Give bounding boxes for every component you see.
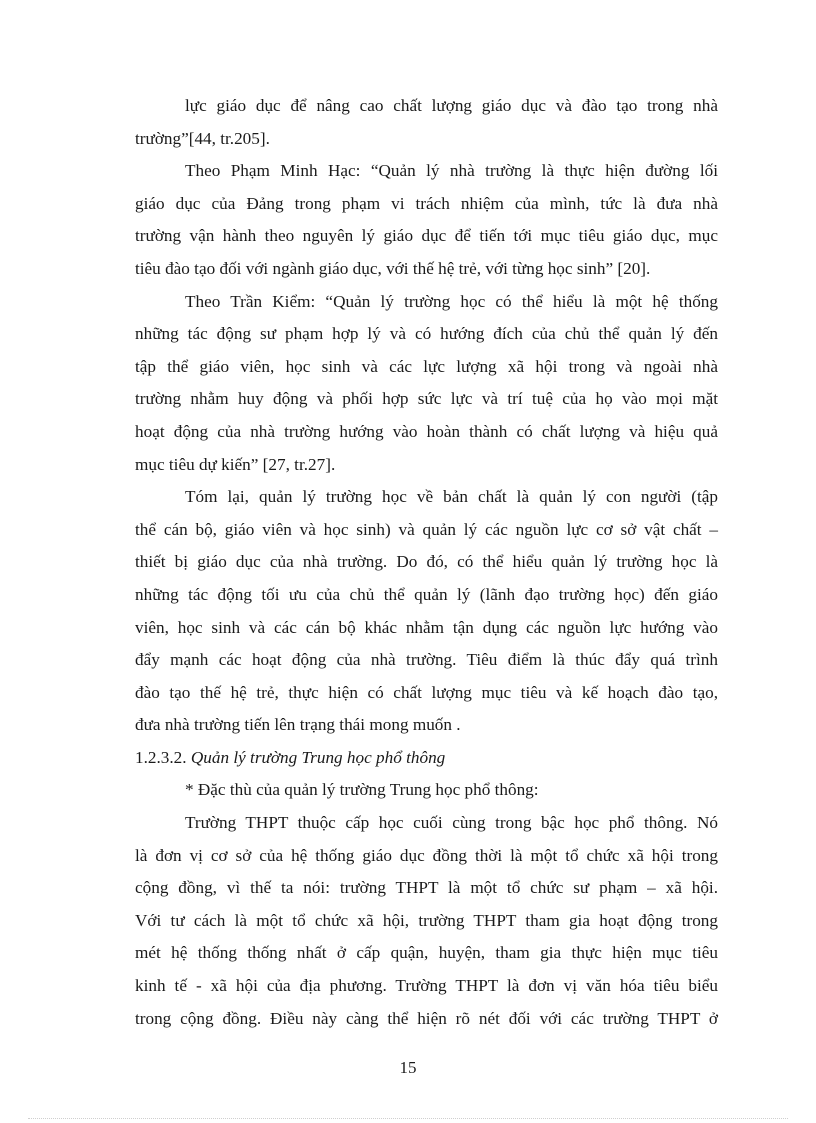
text-line: đưa nhà trường tiến lên trạng thái mong muốn . xyxy=(135,715,461,735)
text-line: trường nhằm huy động và phối hợp sức lực và trí tuệ của họ vào mọi mặt xyxy=(135,389,718,409)
paragraph-tran-kiem xyxy=(135,286,718,482)
text-line: những tác động sư phạm hợp lý và có hướng đích của chủ thể quản lý đến xyxy=(135,324,718,344)
paragraph-summary xyxy=(135,481,718,742)
paragraph-continuation xyxy=(135,90,718,155)
text-line: đào tạo thế hệ trẻ, thực hiện có chất lượng mục tiêu và kế hoạch đào tạo, xyxy=(135,682,718,702)
text-line: là đơn vị cơ sở của hệ thống giáo dục đồng thời là một tổ chức xã hội trong xyxy=(135,845,718,865)
text-line: trường”[44, tr.205]. xyxy=(135,128,270,148)
text-line: thiết bị giáo dục của nhà trường. Do đó, có thể hiểu quản lý trường học là xyxy=(135,552,718,572)
text-line: trường vận hành theo nguyên lý giáo dục để tiến tới mục tiêu giáo dục, mục xyxy=(135,226,718,246)
section-title: Quản lý trường Trung học phổ thông xyxy=(190,747,446,767)
page-divider xyxy=(28,1118,788,1119)
text-line: tiêu đào tạo đối với ngành giáo dục, với thế hệ trẻ, với từng học sinh” [20]. xyxy=(135,258,651,278)
text-line: lực giáo dục để nâng cao chất lượng giáo dục và đào tạo trong nhà xyxy=(185,96,718,115)
body-text xyxy=(135,90,718,1035)
text-line: mét hệ thống thống nhất ở cấp quận, huyện, tham gia thực hiện mục tiêu xyxy=(135,943,718,963)
text-line: những tác động tối ưu của chủ thể quản lý (lãnh đạo trường học) đến giáo xyxy=(135,584,718,604)
text-line: mục tiêu dự kiến” [27, tr.27]. xyxy=(135,454,336,474)
text-line: đẩy mạnh các hoạt động của nhà trường. Tiêu điểm là thúc đẩy quá trình xyxy=(135,650,718,670)
text-line: Theo Phạm Minh Hạc: “Quản lý nhà trường là thực hiện đường lối xyxy=(185,161,718,181)
text-line: viên, học sinh và các cán bộ khác nhằm tận dụng các nguồn lực hướng vào xyxy=(135,617,718,637)
text-line: Với tư cách là một tổ chức xã hội, trường THPT tham gia hoạt động trong xyxy=(135,910,718,930)
page-number: 15 xyxy=(399,1058,417,1077)
text-line: Trường THPT thuộc cấp học cuối cùng trong bậc học phổ thông. Nó xyxy=(185,813,718,833)
subheading: * Đặc thù của quản lý trường Trung học phổ thông: xyxy=(185,780,539,800)
section-heading xyxy=(135,742,718,775)
paragraph-thpt xyxy=(135,807,718,1035)
text-line: cộng đồng, vì thế ta nói: trường THPT là một tổ chức sư phạm – xã hội. xyxy=(135,878,718,898)
section-number: 1.2.3.2. xyxy=(135,747,187,767)
text-line: giáo dục của Đảng trong phạm vi trách nhiệm của mình, tức là đưa nhà xyxy=(135,193,718,213)
text-line: thể cán bộ, giáo viên và học sinh) và quản lý các nguồn lực cơ sở vật chất – xyxy=(135,519,718,539)
text-line: Tóm lại, quản lý trường học về bản chất là quản lý con người (tập xyxy=(185,487,718,507)
paragraph-pham-minh-hac xyxy=(135,155,718,285)
text-line: hoạt động của nhà trường hướng vào hoàn thành có chất lượng và hiệu quả xyxy=(135,421,718,441)
text-line: Theo Trần Kiểm: “Quản lý trường học có thể hiểu là một hệ thống xyxy=(185,291,718,311)
text-line: kinh tế - xã hội của địa phương. Trường THPT là đơn vị văn hóa tiêu biểu xyxy=(135,976,718,996)
text-line: trong cộng đồng. Điều này càng thể hiện rõ nét đối với các trường THPT ở xyxy=(135,1008,718,1028)
text-line: tập thể giáo viên, học sinh và các lực lượng xã hội trong và ngoài nhà xyxy=(135,356,718,376)
